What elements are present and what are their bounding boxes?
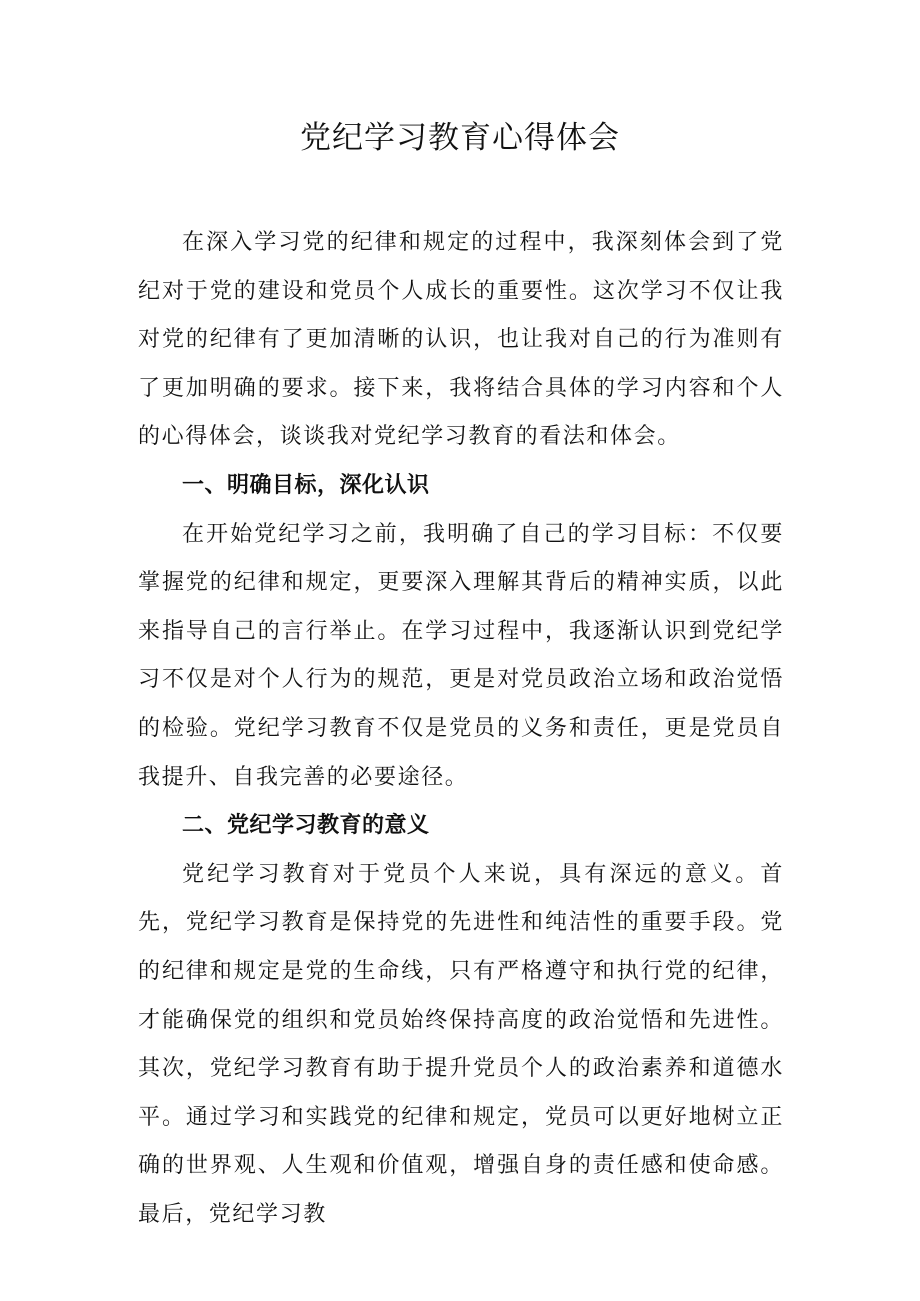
section-2-heading: 二、党纪学习教育的意义 xyxy=(182,813,430,839)
document-title: 党纪学习教育心得体会 xyxy=(300,120,620,156)
intro-paragraph: 在深入学习党的纪律和规定的过程中，我深刻体会到了党纪对于党的建设和党员个人成长的重要性。这次学习不仅让我对党的纪律有了更加清晰的认识，也让我对自己的行为准则有了更加明确的要求。接下来，我将结合具体的学习内容和个人的心得体会，谈谈我对党纪学习教育的看法和体会。 xyxy=(138,230,784,450)
document-body xyxy=(138,219,784,1239)
section-2-paragraph: 党纪学习教育对于党员个人来说，具有深远的意义。首先，党纪学习教育是保持党的先进性和纯洁性的重要手段。党的纪律和规定是党的生命线，只有严格遵守和执行党的纪律，才能确保党的组织和党员始终保持高度的政治觉悟和先进性。其次，党纪学习教育有助于提升党员个人的政治素养和道德水平。通过学习和实践党的纪律和规定，党员可以更好地树立正确的世界观、人生观和价值观，增强自身的责任感和使命感。最后，党纪学习教 xyxy=(138,861,784,1227)
section-1-heading: 一、明确目标，深化认识 xyxy=(182,472,430,498)
section-1-paragraph: 在开始党纪学习之前，我明确了自己的学习目标：不仅要掌握党的纪律和规定，更要深入理解其背后的精神实质，以此来指导自己的言行举止。在学习过程中，我逐渐认识到党纪学习不仅是对个人行为的规范，更是对党员政治立场和政治觉悟的检验。党纪学习教育不仅是党员的义务和责任，更是党员自我提升、自我完善的必要途径。 xyxy=(138,521,784,790)
